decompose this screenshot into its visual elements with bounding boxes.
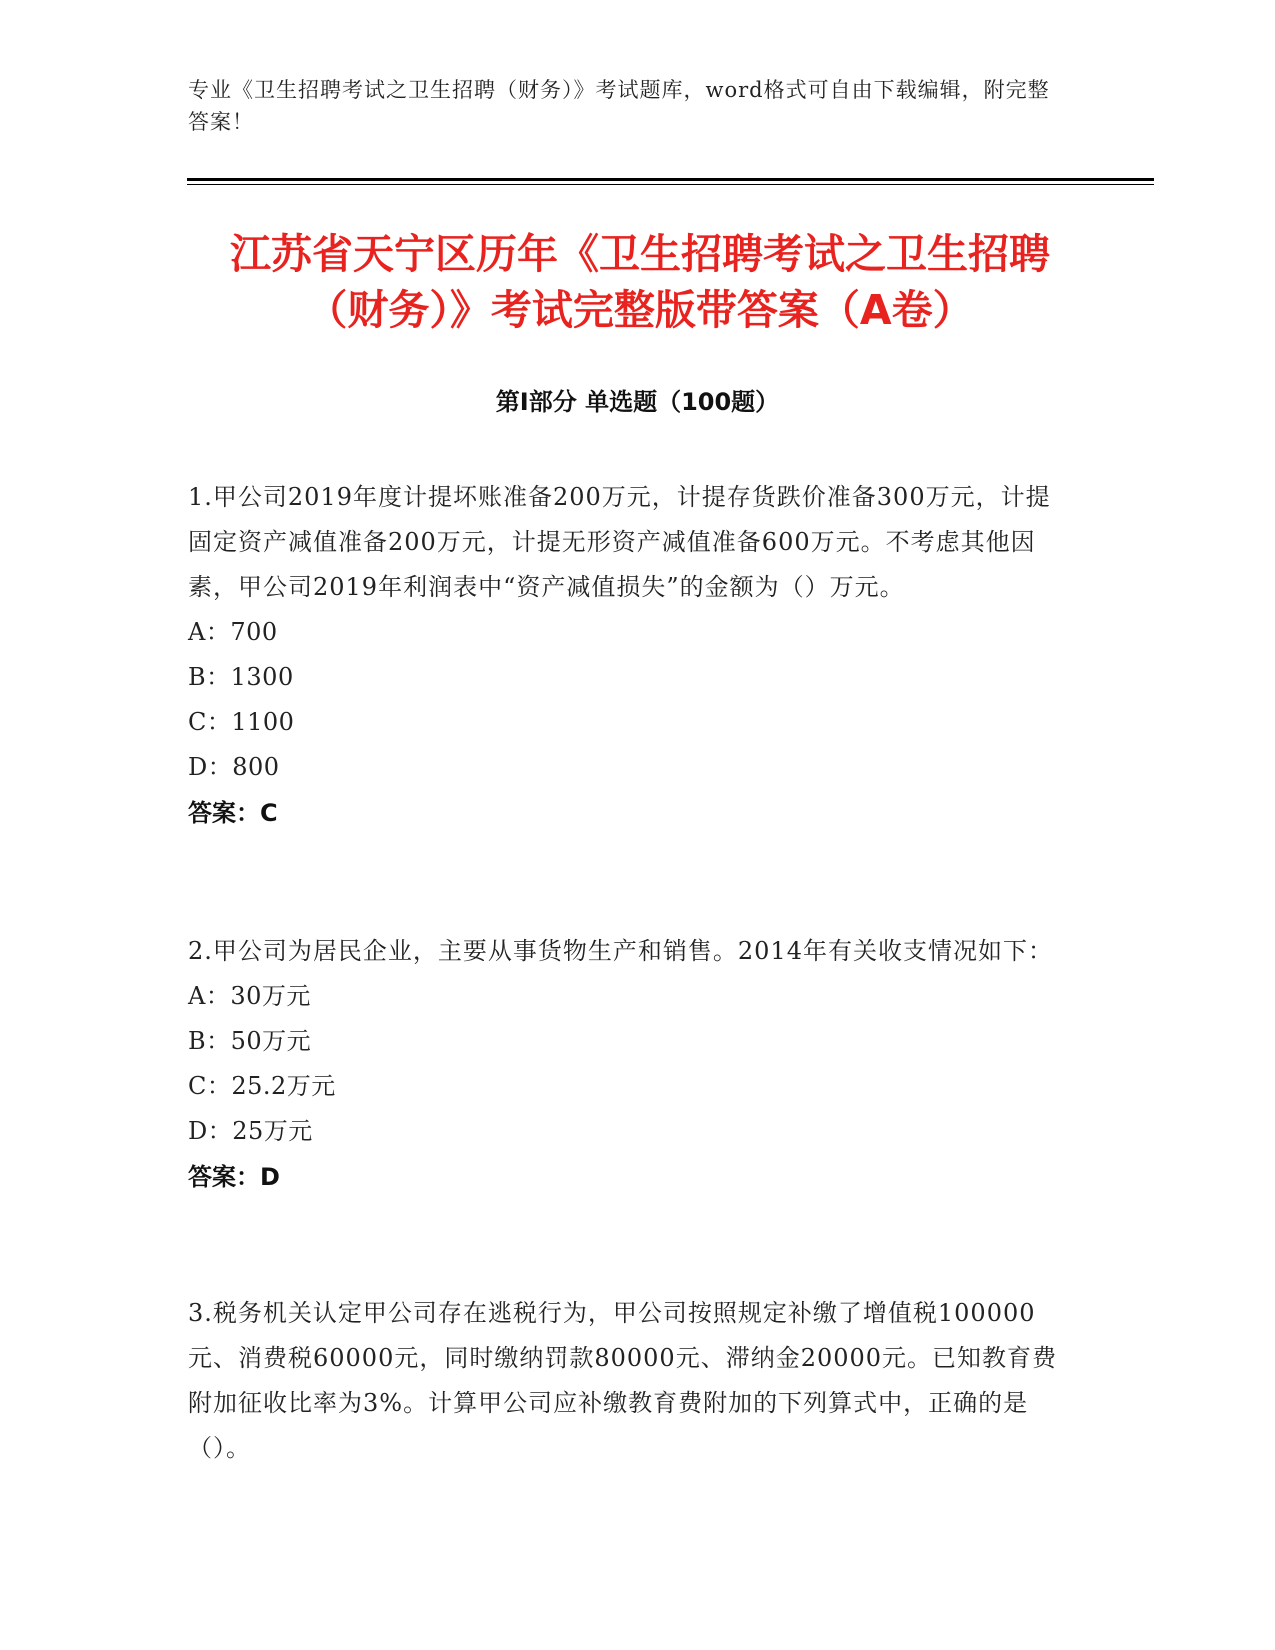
document-title: 江苏省天宁区历年《卫生招聘考试之卫生招聘（财务）》考试完整版带答案（A卷） (230, 230, 1050, 334)
header-note: 专业《卫生招聘考试之卫生招聘（财务）》考试题库，word格式可自由下载编辑，附完整答案！ (188, 78, 1050, 134)
option-d: D：800 (188, 753, 280, 781)
question-2 (188, 929, 1068, 1200)
question-1 (188, 475, 1068, 836)
option-b: B：50万元 (188, 1027, 312, 1055)
question-stem: 1.甲公司2019年度计提坏账准备200万元，计提存货跌价准备300万元，计提固定资产减值准备200万元，计提无形资产减值准备600万元。不考虑其他因素，甲公司2019年利润表中“资产减值损失”的金额为（）万元。 (188, 483, 1051, 601)
option-d: D：25万元 (188, 1117, 313, 1145)
question-3 (188, 1291, 1068, 1471)
header-rule-thick (187, 178, 1154, 181)
option-a: A：700 (188, 618, 278, 646)
option-c: C：1100 (188, 708, 295, 736)
option-c: C：25.2万元 (188, 1072, 336, 1100)
option-b: B：1300 (188, 663, 294, 691)
option-a: A：30万元 (188, 982, 311, 1010)
answer-line: 答案：C (188, 799, 278, 827)
section-title: 第Ⅰ部分 单选题（100题） (495, 388, 780, 416)
header-rule-thin (187, 184, 1154, 185)
question-stem: 3.税务机关认定甲公司存在逃税行为，甲公司按照规定补缴了增值税100000元、消费税60000元，同时缴纳罚款80000元、滞纳金20000元。已知教育费附加征收比率为3%。计算甲公司应补缴教育费附加的下列算式中，正确的是（）。 (188, 1299, 1058, 1462)
question-stem: 2.甲公司为居民企业，主要从事货物生产和销售。2014年有关收支情况如下： (188, 937, 1053, 965)
answer-line: 答案：D (188, 1163, 280, 1191)
